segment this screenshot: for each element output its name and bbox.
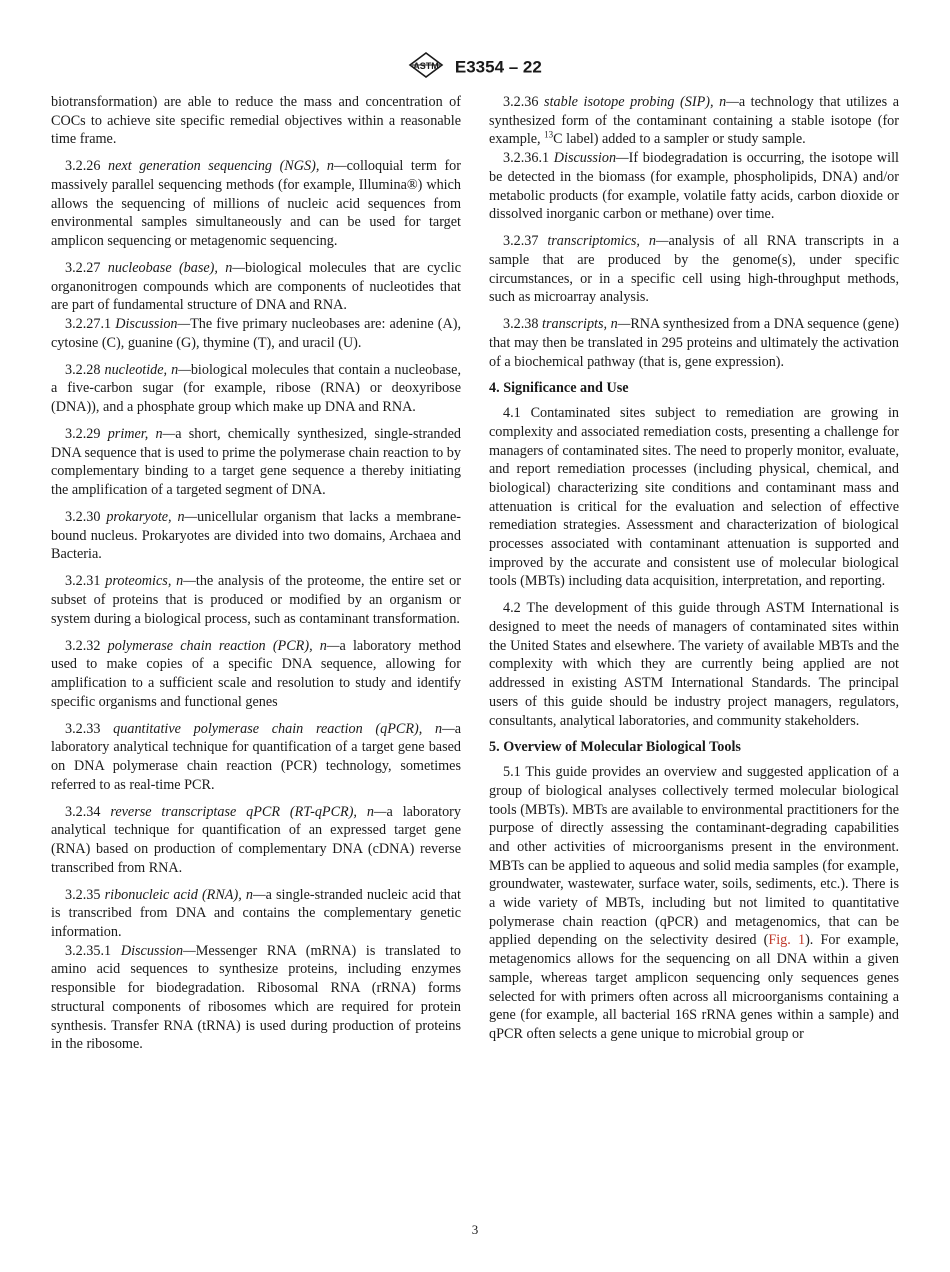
definition-3-2-36: 3.2.36 stable isotope probing (SIP), n—a technology that utilizes a synthesized form of the contaminant containing a stable isotope (for example, $^{13}$C label) added to a sampler or study sample. xyxy=(489,94,899,148)
definition-3-2-32: 3.2.32 polymerase chain reaction (PCR), n—a laboratory method used to make copies of a specific DNA sequence, allowing for amplification to a sufficient scale and resolution to study and identify specific organisms and functional genes xyxy=(51,637,461,710)
section-heading-5: 5. Overview of Molecular Biological Tools xyxy=(489,739,741,756)
definition-3-2-30: 3.2.30 prokaryote, n—unicellular organism that lacks a membrane-bound nucleus. Prokaryotes are divided into two domains, Archaea and Bacteria. xyxy=(51,509,461,563)
section-heading-4: 4. Significance and Use xyxy=(489,380,629,397)
definition-3-2-34: 3.2.34 reverse transcriptase qPCR (RT-qPCR), n—a laboratory analytical technique for quantification of an expressed target gene (RNA) based on production of complementary DNA (cDNA) reverse transcribed from RNA. xyxy=(51,803,461,876)
discussion-3-2-27-1: 3.2.27.1 Discussion—The five primary nucleobases are: adenine (A), cytosine (C), guanine (G), thymine (T), and uracil (U). xyxy=(51,316,461,351)
astm-logo-icon xyxy=(408,52,444,83)
discussion-3-2-35-1: 3.2.35.1 Discussion—Messenger RNA (mRNA) is translated to amino acid sequences to synthesize proteins, including enzymes responsible for biodegradation. Ribosomal RNA (rRNA) forms structural components of ribosomes which are required for protein synthesis. Transfer RNA (tRNA) is used during production of proteins in the ribosome. xyxy=(51,942,461,1053)
definition-3-2-31: 3.2.31 proteomics, n—the analysis of the proteome, the entire set or subset of proteins that is produced or modified by an organism or system during a biological process, such as contaminant transformation. xyxy=(51,573,462,627)
document-number: E3354 – 22 xyxy=(454,57,542,77)
paragraph-4-2: 4.2 The development of this guide through ASTM International is designed to meet the needs of managers of contaminated sites within the United States and elsewhere. The variety of available MBTs and the complexity with which they are currently being applied are not addressed in existing ASTM International Standards. The principal users of this guide should be industry project managers, regulators, consultants, analytical laboratories, and community stakeholders. xyxy=(489,600,899,729)
left-column xyxy=(51,93,461,1062)
paragraph-continuation: biotransformation) are able to reduce the mass and concentration of COCs to achieve site specific remedial objectives within a reasonable time frame. xyxy=(51,94,461,148)
definition-3-2-27: 3.2.27 nucleobase (base), n—biological molecules that are cyclic organonitrogen compounds which are components of nucleotides that are part of fundamental structure of DNA and RNA. xyxy=(51,260,461,314)
discussion-3-2-36-1: 3.2.36.1 Discussion—If biodegradation is occurring, the isotope will be detected in the biomass (for example, phospholipids, DNA) and/or metabolic products (for example, volatile fatty acids, carbon dioxide or dissolved inorganic carbon or methane) over time. xyxy=(489,150,899,223)
paragraph-5-1: 5.1 This guide provides an overview and suggested application of a group of biological analyses collectively termed molecular biological tools (MBTs). MBTs are available to environmental practitioners for the purpose of directly assessing the contaminant-degrading capabilities and other activities of microorganisms present in the environment. MBTs can be applied to aqueous and solid media samples (for example, groundwater, wastewater, surface water, soils, sediments, etc.). There is a wide variety of MBTs, including but not limited to quantitative polymerase chain reaction (qPCR) and metagenomics, that can be applied depending on the selectivity desired (Fig. 1). For example, metagenomics allows for the sequencing on all DNA within a given sample, whereas target amplicon sequencing only sequences genes selected for with primers often across all microorganisms containing a gene (for example, all bacterial 16S rRNA genes within a sample) and qPCR often selects a gene unique to microbial group or xyxy=(489,764,899,1042)
definition-3-2-37: 3.2.37 transcriptomics, n—analysis of all RNA transcripts in a sample that are produced by the genome(s), under specific circumstances, or in a specific cell using high-throughput methods, such as microarray analysis. xyxy=(489,233,900,306)
definition-3-2-26: 3.2.26 next generation sequencing (NGS), n—colloquial term for massively parallel sequencing methods (for example, Illumina®) which allows the sequencing of millions of nucleic acid sequences from environmental samples simultaneously and can be used for target amplicon sequencing or metagenomic sequencing. xyxy=(51,158,461,250)
definition-3-2-35: 3.2.35 ribonucleic acid (RNA), n—a single-stranded nucleic acid that is transcribed from DNA and contains the complementary genetic information. xyxy=(51,886,462,940)
definition-3-2-28: 3.2.28 nucleotide, n—biological molecules that contain a nucleobase, a five-carbon sugar (for example, ribose (RNA) or deoxyribose (DNA)), and a phosphate group which make up DNA and RNA. xyxy=(51,361,461,416)
page-header xyxy=(0,52,950,83)
page-number: 3 xyxy=(471,1222,479,1237)
right-column xyxy=(489,93,899,1052)
paragraph-4-1: 4.1 Contaminated sites subject to remediation are growing in complexity and associated remediation costs, presenting a challenge for managers of contaminated sites. The need to properly monitor, evaluate, and report remediation processes (including physical, chemical, and biological) characterizing site conditions and contaminant mass and attenuation is critical for the evaluation and selection of effective remediation strategies. Assessment and characterization of biological processes associated with contaminant attenuation is supported and improved by the accurate and consistent use of molecular biological tools (MBTs) including data acquisition, interpretation, and reporting. xyxy=(489,405,899,590)
definition-3-2-33: 3.2.33 quantitative polymerase chain reaction (qPCR), n—a laboratory analytical technique for quantification of a target gene based on DNA polymerase chain reaction (PCR) technology, sometimes referred to as real-time PCR. xyxy=(51,720,462,793)
figure-1-link[interactable]: Fig. 1 xyxy=(768,932,806,949)
definition-3-2-38: 3.2.38 transcripts, n—RNA synthesized from a DNA sequence (gene) that may then be translated in 295 proteins and ultimately the activation of a biochemical pathway (that is, gene expression). xyxy=(489,316,900,370)
svg-text:ASTM: ASTM xyxy=(413,61,439,71)
definition-3-2-29: 3.2.29 primer, n—a short, chemically synthesized, single-stranded DNA sequence that is used to prime the polymerase chain reaction to by complementary binding to a target gene sequence a thereby initiating the amplification of a targeted segment of DNA. xyxy=(51,426,462,499)
